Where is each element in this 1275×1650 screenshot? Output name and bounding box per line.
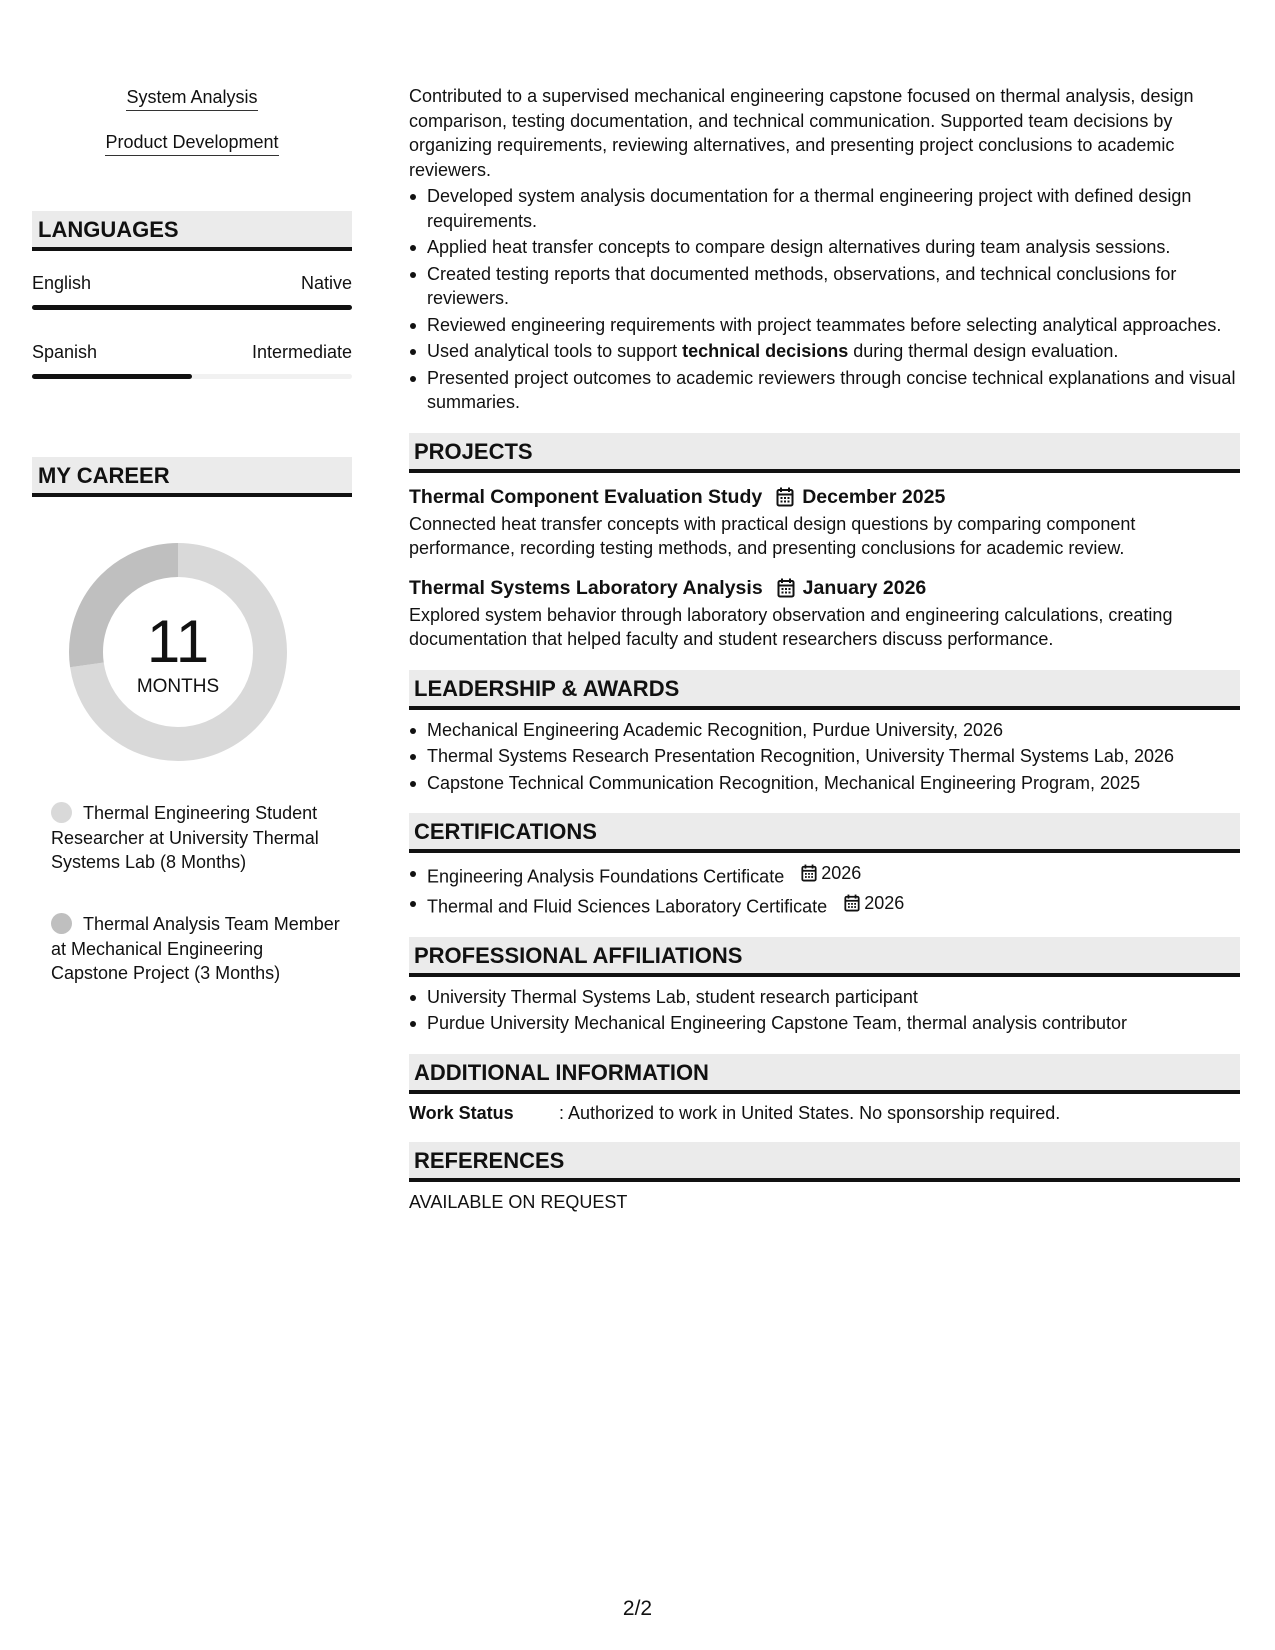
list-item: Presented project outcomes to academic reviewers through concise technical explanations and visual summaries. bbox=[409, 366, 1240, 415]
languages-heading: LANGUAGES bbox=[32, 211, 352, 251]
certifications-heading: CERTIFICATIONS bbox=[409, 813, 1240, 853]
language-name: English bbox=[32, 273, 92, 293]
language-proficiency-bar bbox=[32, 305, 352, 310]
list-item: Mechanical Engineering Academic Recognition, Purdue University, 2026 bbox=[409, 718, 1240, 743]
affiliations-heading: PROFESSIONAL AFFILIATIONS bbox=[409, 937, 1240, 977]
references-text: AVAILABLE ON REQUEST bbox=[409, 1191, 628, 1212]
project-title: Thermal Component Evaluation Study bbox=[409, 485, 763, 508]
affiliations-list bbox=[409, 985, 1240, 1036]
language-level: Native bbox=[300, 273, 352, 293]
language-name: Spanish bbox=[32, 342, 98, 362]
career-item-text: Thermal Analysis Team Member at Mechanical Engineering Capstone Project (3 Months) bbox=[51, 914, 340, 983]
list-item bbox=[409, 861, 1240, 889]
list-item bbox=[409, 339, 1240, 364]
calendar-icon bbox=[801, 864, 817, 882]
certification-name: Engineering Analysis Foundations Certificate bbox=[427, 866, 785, 887]
legend-dot-icon bbox=[51, 913, 72, 934]
certification-year: 2026 bbox=[821, 863, 862, 883]
career-item-text: Thermal Engineering Student Researcher at University Thermal Systems Lab (8 Months) bbox=[51, 803, 319, 872]
project-title-row bbox=[409, 573, 1240, 603]
additional-information-heading: ADDITIONAL INFORMATION bbox=[409, 1054, 1240, 1094]
career-item bbox=[51, 801, 341, 875]
list-item: Reviewed engineering requirements with project teammates before selecting analytical approaches. bbox=[409, 313, 1240, 338]
list-item: Applied heat transfer concepts to compare design alternatives during team analysis sessions. bbox=[409, 235, 1240, 260]
list-item-text: Used analytical tools to support bbox=[427, 341, 683, 361]
project-title: Thermal Systems Laboratory Analysis bbox=[409, 576, 763, 599]
language-proficiency-fill bbox=[32, 374, 192, 379]
list-item: Capstone Technical Communication Recognition, Mechanical Engineering Program, 2025 bbox=[409, 771, 1240, 796]
certification-name: Thermal and Fluid Sciences Laboratory Certificate bbox=[427, 896, 828, 916]
career-heading: MY CAREER bbox=[32, 457, 352, 497]
language-row bbox=[32, 342, 352, 363]
calendar-icon bbox=[776, 487, 794, 507]
list-item: University Thermal Systems Lab, student research participant bbox=[409, 985, 1240, 1010]
page-number: 2/2 bbox=[622, 1597, 653, 1620]
main-content bbox=[409, 84, 1240, 1213]
work-status-value: : Authorized to work in United States. No sponsorship required. bbox=[559, 1102, 1061, 1123]
projects-heading: PROJECTS bbox=[409, 433, 1240, 473]
list-item-bold-text: technical decisions bbox=[682, 341, 849, 361]
project-date: January 2026 bbox=[802, 576, 927, 599]
skill-label: System Analysis bbox=[126, 87, 257, 111]
project-date: December 2025 bbox=[802, 485, 946, 508]
leadership-awards-heading: LEADERSHIP & AWARDS bbox=[409, 670, 1240, 710]
list-item: Thermal Systems Research Presentation Recognition, University Thermal Systems Lab, 2026 bbox=[409, 744, 1240, 769]
experience-summary: Contributed to a supervised mechanical engineering capstone focused on thermal analysis, design comparison, testing documentation, and technical communication. Supported team decisions by organizing requirements, reviewing alternatives, and presenting project conclusions to academic reviewers. bbox=[409, 86, 1194, 180]
project-description: Explored system behavior through laboratory observation and engineering calculations, creating documentation that helped faculty and student researchers discuss performance. bbox=[409, 604, 1173, 649]
list-item-text: during thermal design evaluation. bbox=[848, 341, 1119, 361]
skill-tag bbox=[32, 87, 352, 111]
list-item bbox=[409, 891, 1240, 919]
awards-list bbox=[409, 718, 1240, 796]
skill-tag bbox=[32, 132, 352, 156]
list-item: Developed system analysis documentation for a thermal engineering project with defined design requirements. bbox=[409, 184, 1240, 233]
work-status-row bbox=[409, 1103, 1240, 1124]
project-title-row bbox=[409, 482, 1240, 512]
list-item: Purdue University Mechanical Engineering Capstone Team, thermal analysis contributor bbox=[409, 1011, 1240, 1036]
language-level: Intermediate bbox=[251, 342, 352, 362]
certification-date bbox=[801, 861, 861, 886]
work-status-label: Work Status bbox=[409, 1102, 514, 1123]
project-description: Connected heat transfer concepts with practical design questions by comparing component performance, recording testing methods, and presenting conclusions for academic review. bbox=[409, 513, 1136, 558]
language-proficiency-bar bbox=[32, 374, 352, 379]
list-item: Created testing reports that documented methods, observations, and technical conclusions for reviewers. bbox=[409, 262, 1240, 311]
certification-year: 2026 bbox=[864, 892, 905, 913]
language-row bbox=[32, 273, 352, 294]
career-total-unit: MONTHS bbox=[136, 676, 220, 697]
certification-date bbox=[844, 891, 904, 916]
experience-bullets bbox=[409, 184, 1240, 415]
certifications-list bbox=[409, 861, 1240, 919]
references-heading: REFERENCES bbox=[409, 1142, 1240, 1182]
calendar-icon bbox=[777, 578, 795, 598]
language-proficiency-fill bbox=[32, 305, 352, 310]
career-item bbox=[51, 912, 341, 986]
legend-dot-icon bbox=[51, 802, 72, 823]
calendar-icon bbox=[844, 894, 860, 912]
career-total-number: 11 bbox=[146, 608, 210, 675]
skill-label: Product Development bbox=[105, 132, 278, 156]
